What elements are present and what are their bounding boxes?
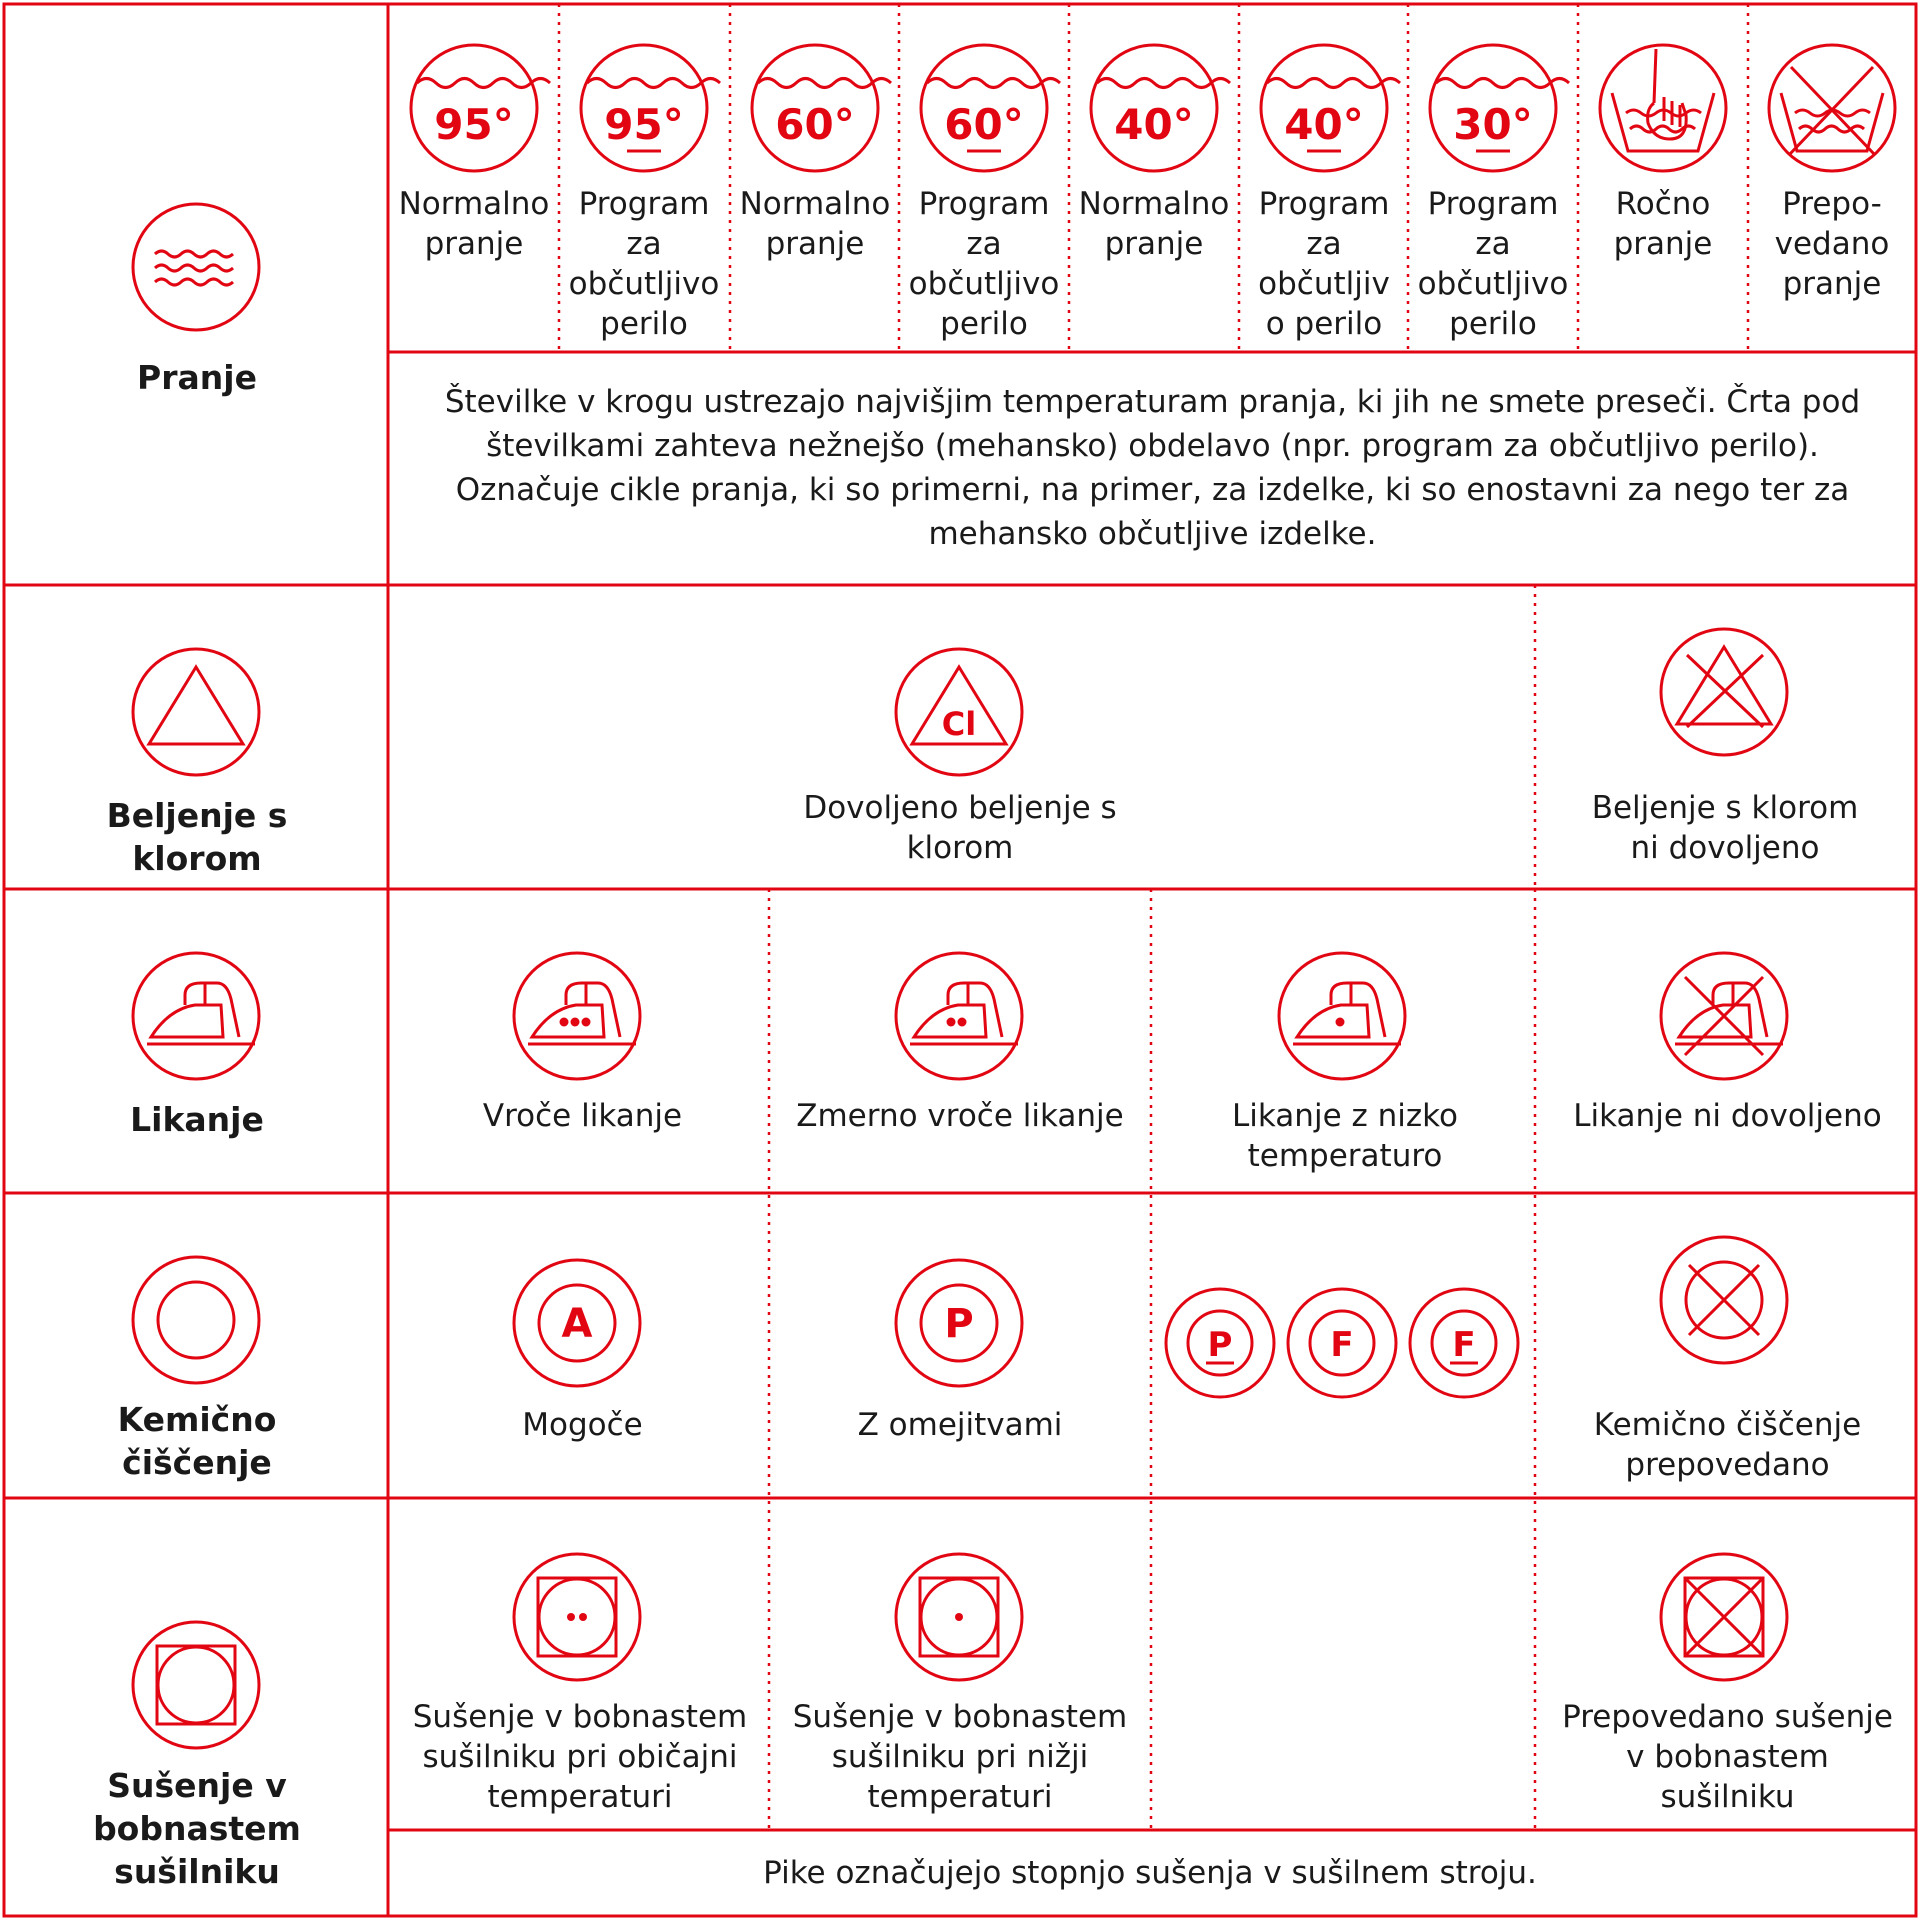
- wash-temperature: 60°: [944, 100, 1024, 149]
- iron-icon: [131, 951, 261, 1081]
- no-bleach-icon: [1659, 627, 1789, 757]
- dry-clean-circle-icon: [131, 1255, 261, 1385]
- category-title-bleaching: Beljenje s klorom: [106, 796, 288, 878]
- dry-clean-p-icon: [894, 1258, 1024, 1388]
- dry-clean-f-icon: [1286, 1287, 1398, 1399]
- tumble-dry-two-dots-icon: [512, 1552, 642, 1682]
- wash-temperature: 40°: [1284, 100, 1364, 149]
- no-wash-icon-9: [1767, 43, 1897, 173]
- no-dry-clean-icon: [1659, 1235, 1789, 1365]
- drying-description: Pike označujejo stopnjo sušenja v sušilnem stroju.: [763, 1855, 1537, 1891]
- iron-one-dot-icon: [1277, 951, 1407, 1081]
- no-iron-icon: [1659, 951, 1789, 1081]
- wash-temperature: 60°: [775, 100, 855, 149]
- wash-temp-icon-1: [409, 43, 539, 173]
- wash-temp-icon-4: [919, 43, 1049, 173]
- category-title-drycleaning: Kemično čiščenje: [117, 1400, 277, 1482]
- bleach-not-allowed-label: Beljenje s klorom ni dovoljeno: [1591, 790, 1859, 866]
- washing-description: Številke v krogu ustrezajo najvišjim temperaturam pranja, ki jih ne smete preseči. Črta pod številkami zahteva nežnejšo (mehansko) obdelavo (npr. program za občutljivo perilo). Označuje cikle pranja, ki so primerni, na primer, za izdelke, ki so enostavni za nego ter za mehansko občutljive izdelke.: [444, 384, 1861, 552]
- hand-wash-icon-8: [1598, 43, 1728, 173]
- washing-tub-icon: [131, 202, 261, 332]
- iron-three-dots-icon: [512, 951, 642, 1081]
- category-title-ironing: Likanje: [130, 1100, 264, 1139]
- dry-clean-p-gentle-icon: [1164, 1287, 1276, 1399]
- tumble-dry-icon: [131, 1620, 261, 1750]
- dry-clean-a-icon: [512, 1258, 642, 1388]
- wash-label-7: Program za občutljivo perilo: [1417, 186, 1569, 342]
- chlorine-bleach-icon: [894, 647, 1024, 777]
- wash-label-3: Normalno pranje: [739, 186, 891, 262]
- tumble-dry-normal-label: Sušenje v bobnastem sušilniku pri običajni temperaturi: [412, 1699, 748, 1815]
- no-tumble-dry-icon: [1659, 1552, 1789, 1682]
- dry-clean-f-gentle-icon: [1408, 1287, 1520, 1399]
- wash-temperature: 95°: [434, 100, 514, 149]
- category-title-washing: Pranje: [137, 358, 257, 397]
- wash-label-2: Program za občutljivo perilo: [568, 186, 720, 342]
- dry-clean-p-label: Z omejitvami: [857, 1407, 1063, 1443]
- wash-temperature: 95°: [604, 100, 684, 149]
- iron-hot-label: Vroče likanje: [482, 1098, 683, 1134]
- category-title-drying: Sušenje v bobnastem sušilniku: [93, 1766, 301, 1891]
- wash-temp-icon-3: [750, 43, 880, 173]
- no-tumble-dry-label: Prepovedano sušenje v bobnastem sušilniku: [1562, 1699, 1893, 1815]
- dry-clean-a-letter: A: [561, 1301, 593, 1347]
- wash-temp-icon-5: [1089, 43, 1219, 173]
- svg-text:P: P: [1207, 1325, 1233, 1365]
- chlorine-symbol: Cl: [941, 705, 977, 743]
- wash-temperature: 40°: [1114, 100, 1194, 149]
- wash-label-6: Program za občutljiv o perilo: [1258, 186, 1390, 342]
- svg-text:F: F: [1330, 1325, 1354, 1365]
- no-dry-clean-label: Kemično čiščenje prepovedano: [1593, 1407, 1862, 1483]
- iron-medium-label: Zmerno vroče likanje: [796, 1098, 1124, 1134]
- wash-label-9: Prepo- vedano pranje: [1774, 186, 1890, 302]
- tumble-dry-one-dot-icon: [894, 1552, 1024, 1682]
- bleach-triangle-icon: [131, 647, 261, 777]
- bleach-allowed-label: Dovoljeno beljenje s klorom: [803, 790, 1117, 866]
- iron-two-dots-icon: [894, 951, 1024, 1081]
- wash-temp-icon-2: [579, 43, 709, 173]
- wash-label-1: Normalno pranje: [398, 186, 550, 262]
- svg-text:F: F: [1452, 1325, 1476, 1365]
- iron-low-label: Likanje z nizko temperaturo: [1232, 1098, 1458, 1174]
- wash-temp-icon-6: [1259, 43, 1389, 173]
- tumble-dry-low-label: Sušenje v bobnastem sušilniku pri nižji temperaturi: [792, 1699, 1128, 1815]
- dry-clean-p-letter: P: [944, 1301, 974, 1347]
- dry-clean-gentle-group-icon: [1160, 1287, 1525, 1402]
- wash-label-8: Ročno pranje: [1613, 186, 1713, 262]
- wash-label-5: Normalno pranje: [1078, 186, 1230, 262]
- wash-label-4: Program za občutljivo perilo: [908, 186, 1060, 342]
- no-iron-label: Likanje ni dovoljeno: [1573, 1098, 1882, 1134]
- wash-temperature: 30°: [1453, 100, 1533, 149]
- dry-clean-a-label: Mogoče: [522, 1407, 643, 1443]
- wash-temp-icon-7: [1428, 43, 1558, 173]
